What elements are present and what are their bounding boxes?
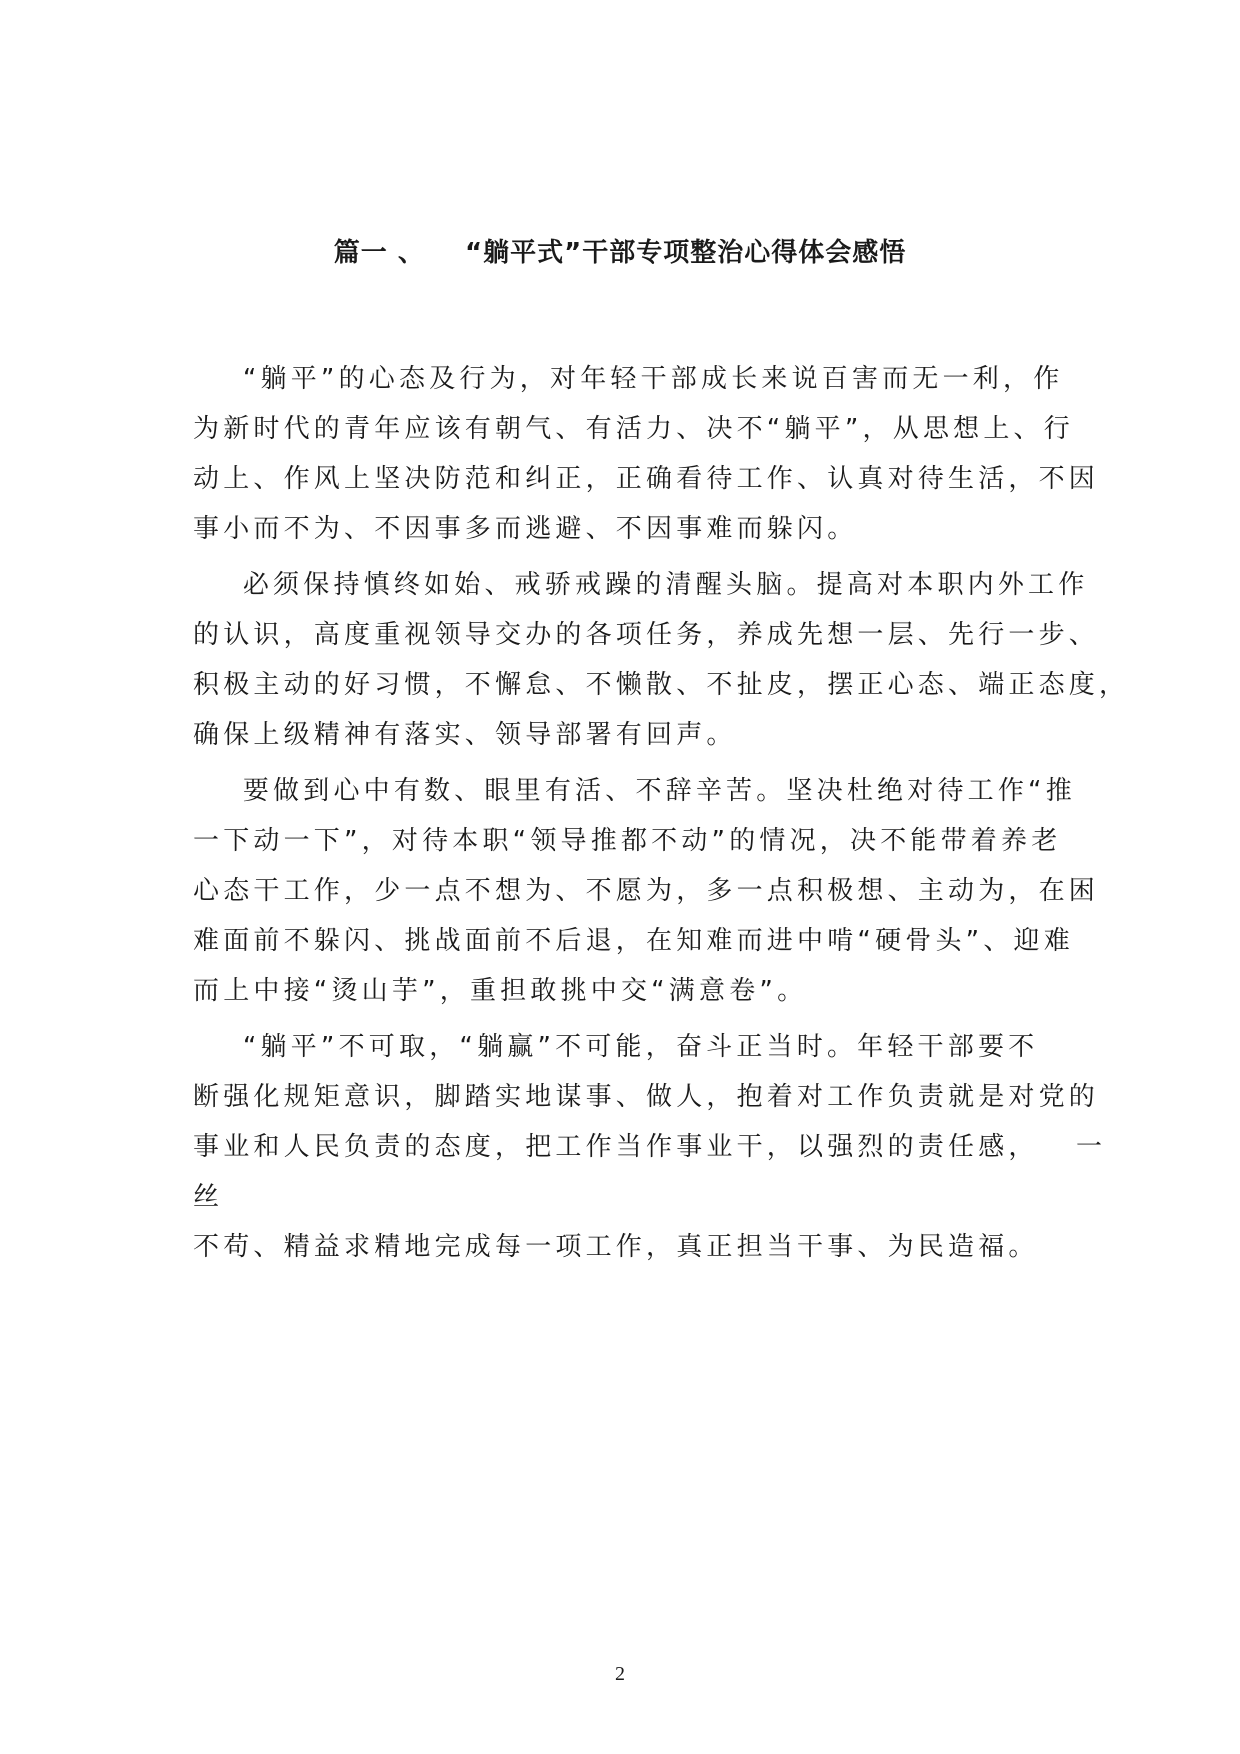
paragraph-4-line-2: 断强化规矩意识，脚踏实地谋事、做人，抱着对工作负责就是对党的: [193, 1082, 1100, 1112]
paragraph-3-line-5: 而上中接“烫山芋”，重担敢挑中交“满意卷”。: [193, 976, 808, 1006]
paragraph-2-line-3: 积极主动的好习惯，不懈怠、不懒散、不扯皮，摆正心态、端正态度，: [193, 670, 1130, 700]
paragraph-4-line-4: 丝: [193, 1182, 224, 1212]
paragraph-2-line-1: 必须保持慎终如始、戒骄戒躁的清醒头脑。提高对本职内外工作: [193, 570, 1089, 600]
paragraph-4-line-5: 不苟、精益求精地完成每一项工作，真正担当干事、为民造福。: [193, 1232, 1039, 1262]
paragraph-4-line-3: 事业和人民负责的态度，把工作当作事业干，以强烈的责任感， 一: [193, 1132, 1107, 1162]
paragraph-3-line-3: 心态干工作，少一点不想为、不愿为，多一点积极想、主动为，在困: [193, 876, 1100, 906]
paragraph-1-line-3: 动上、作风上坚决防范和纠正，正确看待工作、认真对待生活，不因: [193, 464, 1100, 494]
paragraph-3-line-4: 难面前不躲闪、挑战面前不后退，在知难而进中啃“硬骨头”、迎难: [193, 926, 1074, 956]
paragraph-2-line-4: 确保上级精神有落实、领导部署有回声。: [193, 720, 737, 750]
paragraph-1-line-2: 为新时代的青年应该有朝气、有活力、决不“躺平”，从思想上、行: [193, 414, 1074, 444]
paragraph-1-line-4: 事小而不为、不因事多而逃避、不因事难而躲闪。: [193, 514, 858, 544]
paragraph-3-line-1: 要做到心中有数、眼里有活、不辞辛苦。坚决杜绝对待工作“推: [193, 776, 1076, 806]
paragraph-1-line-1: “躺平”的心态及行为，对年轻干部成长来说百害而无一利，作: [193, 364, 1064, 394]
paragraph-4-line-1: “躺平”不可取，“躺赢”不可能，奋斗正当时。年轻干部要不: [193, 1032, 1039, 1062]
document-title: 篇一 、 “躺平式”干部专项整治心得体会感悟: [333, 238, 907, 268]
page-number: 2: [615, 1663, 625, 1685]
paragraph-2-line-2: 的认识，高度重视领导交办的各项任务，养成先想一层、先行一步、: [193, 620, 1100, 650]
paragraph-3-line-2: 一下动一下”，对待本职“领导推都不动”的情况，决不能带着养老: [193, 826, 1062, 856]
